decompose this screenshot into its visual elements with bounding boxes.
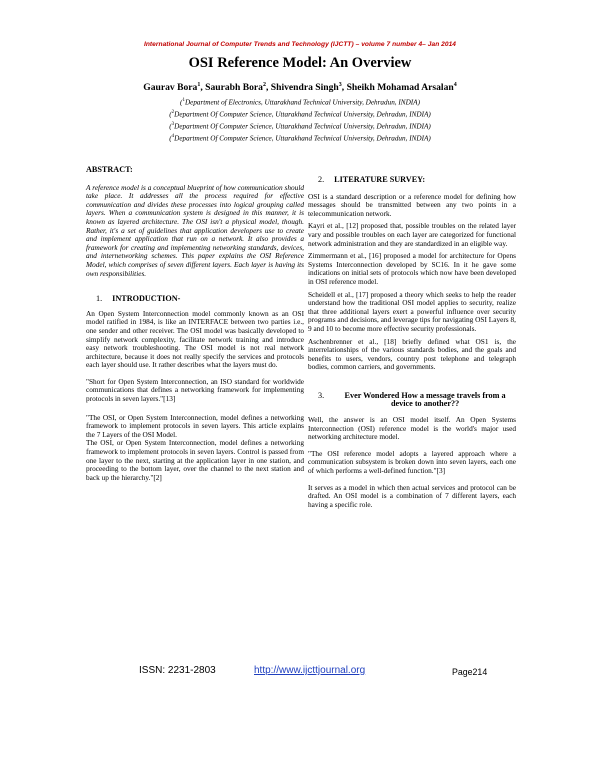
author-sup: 2	[262, 82, 266, 88]
paragraph: Scheidell et al., [17] proposed a theory which seeks to help the reader understand how the traditional OSI model applies to security, realize that three additional layers exert a powerful influence over security programs and decisions, and leverage tips for navigating OSI Layers 8, 9 and 10 to become more effective security professionals.	[308, 289, 516, 333]
author-name: Gaurav Bora	[143, 82, 198, 94]
paragraph: Kayri et al., [12] proposed that, possible troubles on the related layer vary and possible troubles on each layer are categorized for functional network administration and they are standardized in an eligible way.	[308, 221, 516, 248]
section-number: 1.	[96, 294, 103, 304]
section-heading	[86, 295, 304, 304]
author-sup: 4	[453, 82, 457, 88]
section-number: 2.	[318, 175, 325, 184]
left-column	[86, 166, 304, 482]
paragraph: An Open System Interconnection model commonly known as an OSI model ratified in 1984, is like an INTERFACE between two parties i.e., one sender and other receiver. The OSI model was basically developed to simplify network complexity, facilitate network training and introduce easy network troubleshooting. The OSI model is not real network architecture, because it does not really specify the services and protocols each layer should use. It rather describes what the layers must do.	[86, 308, 304, 370]
affiliation-sup: 1	[182, 98, 185, 103]
footer-url-link[interactable]: http://www.ijcttjournal.org	[254, 665, 366, 676]
footer-page-number: Page214	[452, 667, 488, 677]
abstract-heading: ABSTRACT:	[86, 165, 133, 174]
affiliation-text: Department Of Computer Science, Uttarakhand Technical University, Dehradun, INDIA)	[174, 110, 431, 119]
affiliation: ($^2$Department Of Computer Science, Uttarakhand Technical University, Dehradun, INDIA)	[169, 110, 431, 119]
paragraph: "Short for Open System Interconnection, an ISO standard for worldwide communications that defines a networking framework for implementing protocols in seven layers."[13]	[86, 376, 304, 404]
paragraph: It serves as a model in which then actual services and protocol can be drafted. An OSI model is a combination of 7 different layers, each having a specific role.	[308, 482, 516, 509]
paragraph: Zimmermann et al., [16] proposed a model for architecture for Opens Systems Interconnection developed by SC16. In it he gave some indications on initial sets of protocols which now have been developed in OSI reference model.	[308, 251, 516, 286]
section-title: Ever Wondered How a message travels from a device to another??	[344, 390, 506, 409]
paper-title: OSI Reference Model: An Overview	[188, 55, 412, 71]
paragraph: The OSI, or Open System Interconnection, model defines a networking framework to implement protocols in seven layers. Control is passed from one layer to the next, starting at the application layer in one station, and proceeding to the bottom layer, over the channel to the next station and back up the hierarchy."[2]	[86, 438, 304, 482]
journal-header: International Journal of Computer Trends and Technology (IJCTT) – volume 7 number 4– Jan 2014	[143, 41, 457, 48]
section-number: 3.	[318, 390, 325, 400]
affiliation-sup: 4	[171, 134, 175, 139]
abstract-text: A reference model is a conceptual blueprint of how communication should take place. It addresses all the process required for effective communication and divides these processes into logical grouping called layers. When a communication system is designed in this manner, it is known as layered architecture. The OSI isn't a physical model, though. Rather, it's a set of guidelines that application developers use to create and implement application that run on a network. It also provides a framework for creating and implementing networking standards, devices, and internetworking schemes. This paper explains the OSI Reference Model, which comprises of seven different layers. Each layer is having its own responsibilities.	[86, 182, 304, 278]
affiliation-sup: 2	[171, 110, 175, 115]
author-name: Shivendra Singh	[270, 82, 339, 94]
affiliation-text: Department of Electronics, Uttarakhand Technical University, Dehradun, INDIA)	[184, 98, 420, 107]
author-name: Saurabh Bora	[205, 82, 263, 94]
section-heading	[308, 176, 516, 185]
affiliation: ($^4$Department Of Computer Science, Uttarakhand Technical University, Dehradun, INDIA)	[169, 134, 431, 143]
affiliation: ($^3$Department Of Computer Science, Uttarakhand Technical University, Dehradun, INDIA)	[169, 122, 431, 131]
author-sup: 3	[338, 82, 342, 88]
footer-issn: ISSN: 2231-2803	[139, 665, 216, 676]
affiliation-sup: 3	[171, 122, 175, 127]
author-name: Sheikh Mohamad Arsalan	[346, 82, 454, 94]
affiliation-text: Department Of Computer Science, Uttarakhand Technical University, Dehradun, INDIA)	[174, 134, 431, 143]
author-list: Gaurav Bora$^1$, Saurabh Bora$^2$, Shivendra Singh$^3$, Sheikh Mohamad Arsalan$^4$	[143, 82, 457, 94]
section-title: INTRODUCTION-	[112, 294, 181, 304]
affiliation: ($^1$Department of Electronics, Uttarakhand Technical University, Dehradun, INDIA)	[180, 98, 420, 107]
author-sup: 1	[197, 82, 201, 88]
paragraph: "The OSI reference model adopts a layered approach where a communication subsystem is broken down into seven layers, each one of which performs a well-defined function."[3]	[308, 448, 516, 476]
paragraph: OSI is a standard description or a reference model for defining how messages should be transmitted between any two points in a telecommunication network.	[308, 191, 516, 218]
paragraph: "The OSI, or Open System Interconnection, model defines a networking framework to implement protocols in seven layers. This article explains the 7 Layers of the OSI Model.	[86, 412, 304, 439]
section-heading	[308, 392, 516, 409]
affiliation-text: Department Of Computer Science, Uttarakhand Technical University, Dehradun, INDIA)	[174, 122, 431, 131]
paragraph: Well, the answer is an OSI model itself. An Open Systems Interconnection (OSI) reference model is the world's major used networking architecture model.	[308, 415, 516, 442]
right-column	[308, 176, 516, 509]
section-title: LITERATURE SURVEY:	[334, 175, 426, 184]
paragraph: Aschenbrenner et al., [18] briefly defined what OS1 is, the interrelationships of the various standards bodies, and the goals and benefits to users, vendors, country post telephone and telegraph bodies, common carriers, and governments.	[308, 336, 516, 372]
